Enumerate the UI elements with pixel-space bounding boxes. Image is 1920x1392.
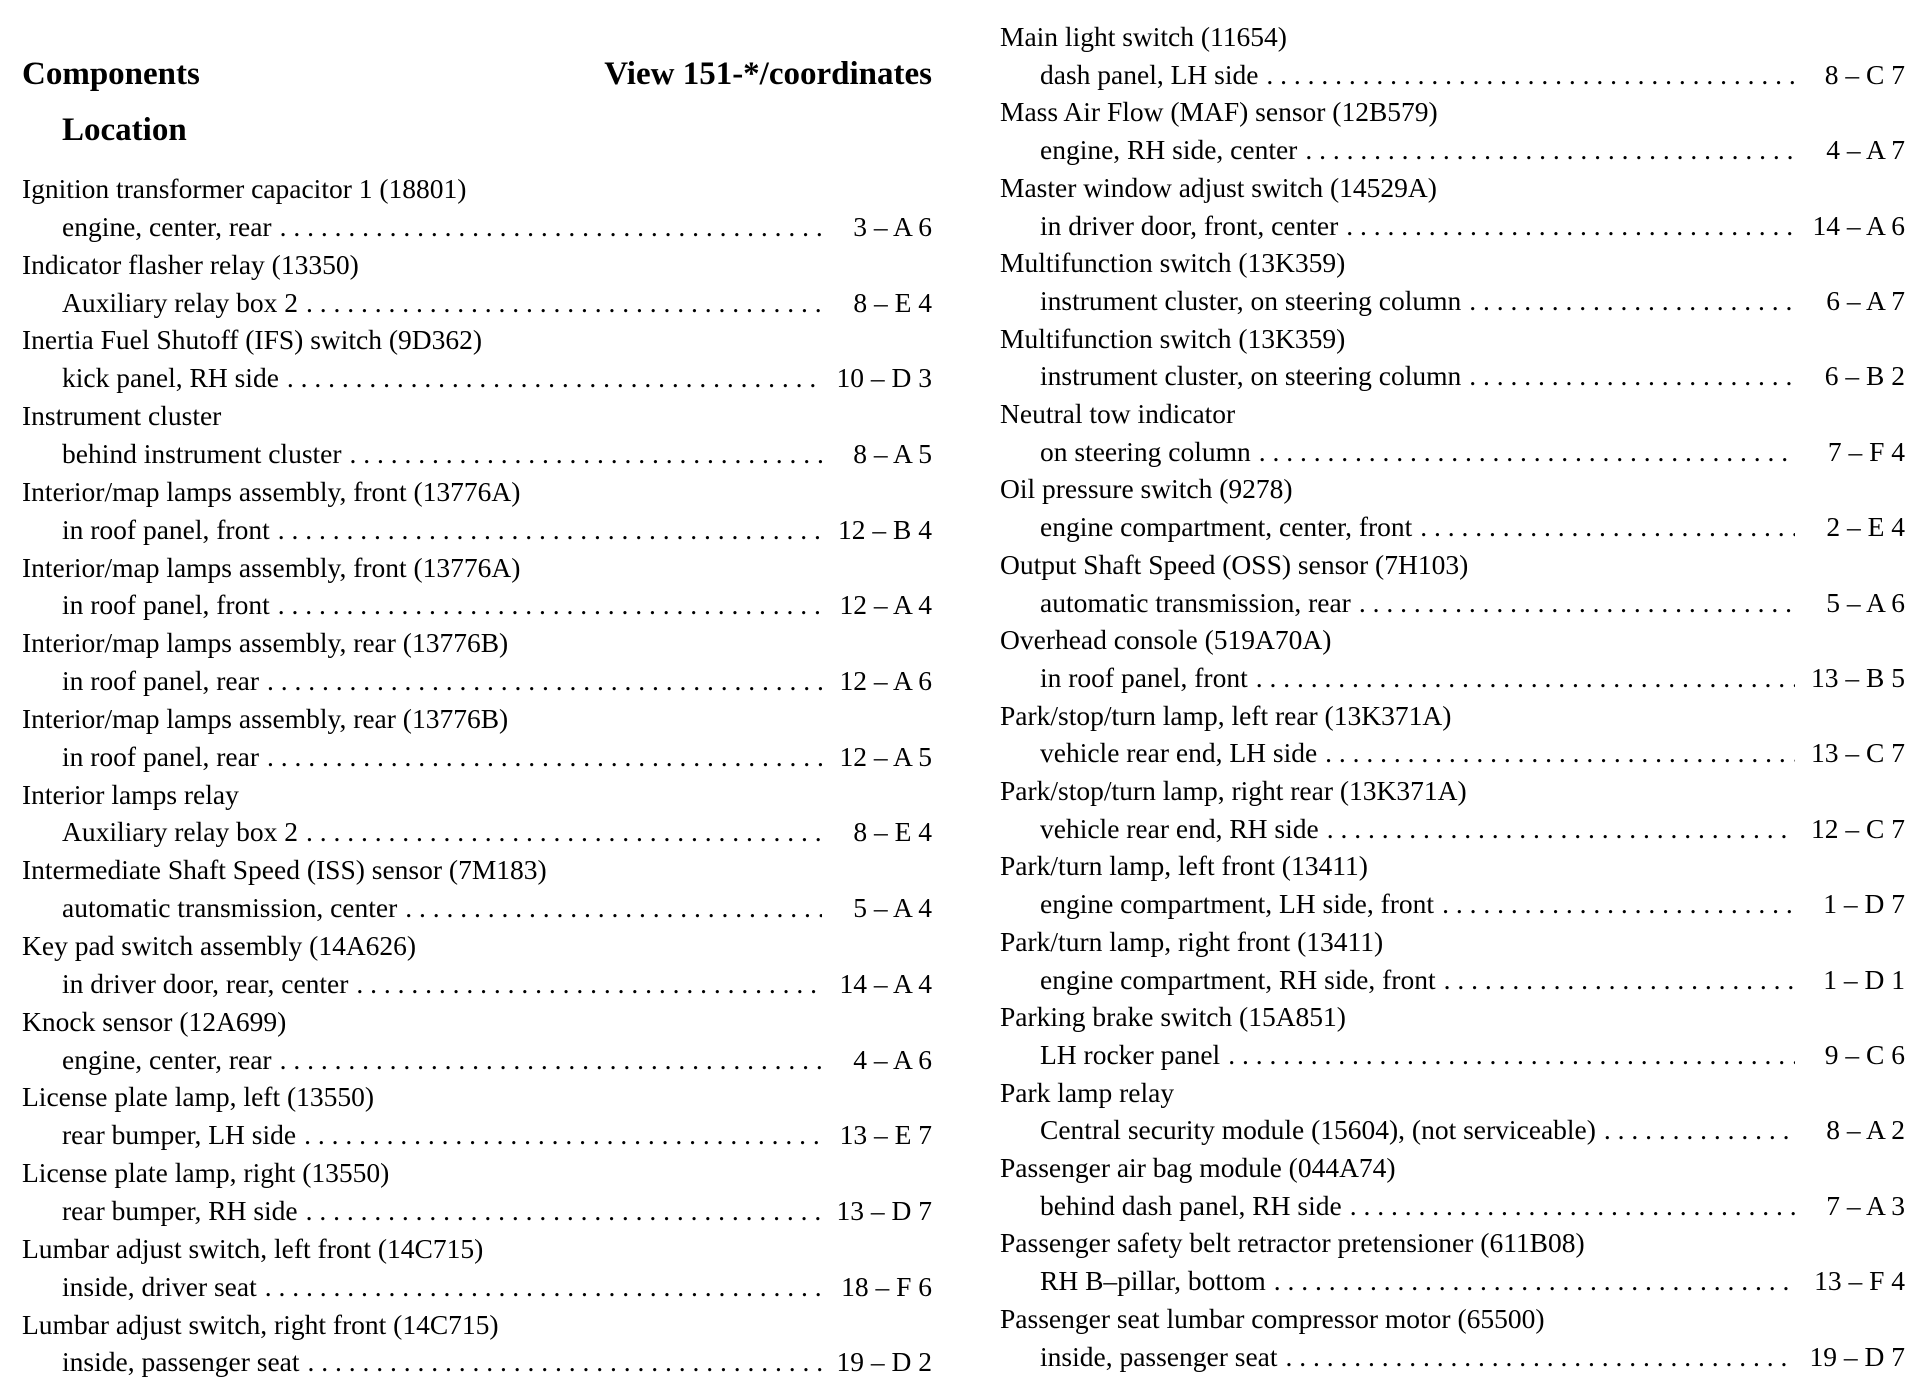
component-name: Intermediate Shaft Speed (ISS) sensor (7M183)	[22, 854, 547, 886]
component-name: Park/stop/turn lamp, right rear (13K371A)	[1000, 775, 1467, 806]
component-location-row	[1000, 1338, 1905, 1376]
location-heading: Location	[62, 112, 187, 148]
component-location-row	[22, 813, 932, 851]
component-location: behind dash panel, RH side	[1040, 1189, 1342, 1221]
view-coordinate: 4 – A 7	[1826, 134, 1905, 166]
component-location-row	[1000, 1187, 1905, 1225]
component-location-row	[1000, 207, 1905, 245]
component-location-row	[1000, 56, 1905, 94]
component-name: Multifunction switch (13K359)	[1000, 322, 1346, 354]
view-coordinate: 7 – A 3	[1826, 1189, 1905, 1221]
dot-leader	[272, 1041, 822, 1079]
dot-leader	[259, 738, 822, 776]
dot-leader	[1412, 508, 1795, 546]
component-name: License plate lamp, right (13550)	[22, 1157, 390, 1189]
component-name: Key pad switch assembly (14A626)	[22, 930, 417, 961]
component-location: engine compartment, center, front	[1040, 511, 1413, 543]
component-name: Overhead console (519A70A)	[1000, 624, 1332, 656]
component-location: on steering column	[1040, 435, 1251, 467]
dot-leader	[1278, 1338, 1796, 1376]
component-name: Lumbar adjust switch, left front (14C715)	[22, 1232, 484, 1264]
component-location-row	[1000, 357, 1905, 395]
component-name: Interior lamps relay	[22, 778, 239, 810]
component-name: Interior/map lamps assembly, front (13776A)	[22, 475, 521, 507]
component-location: in roof panel, front	[62, 513, 270, 545]
component-name: Park/stop/turn lamp, left rear (13K371A)	[1000, 699, 1452, 731]
component-location-row	[1000, 584, 1905, 622]
dot-leader	[298, 1192, 822, 1230]
component-location-row	[22, 511, 932, 549]
dot-leader	[1342, 1187, 1795, 1225]
component-location-row	[22, 1268, 932, 1306]
view-coordinate: 6 – B 2	[1824, 360, 1905, 392]
view-coordinate: 9 – C 6	[1824, 1038, 1905, 1070]
component-name: Lumbar adjust switch, right front (14C715)	[22, 1308, 499, 1340]
component-name: Multifunction switch (13K359)	[1000, 247, 1346, 279]
view-coordinate: 5 – A 6	[1826, 586, 1905, 618]
component-location-row	[22, 662, 932, 700]
component-location: in roof panel, rear	[62, 740, 259, 772]
view-coordinate: 8 – A 5	[853, 437, 932, 469]
component-location-row	[22, 1116, 932, 1154]
component-location-row	[1000, 659, 1905, 697]
component-name: Instrument cluster	[22, 400, 222, 432]
component-name: Output Shaft Speed (OSS) sensor (7H103)	[1000, 548, 1469, 580]
component-location: Auxiliary relay box 2	[62, 816, 298, 848]
component-location: vehicle rear end, LH side	[1040, 737, 1318, 769]
view-coordinate: 13 – B 5	[1811, 661, 1905, 693]
component-location-row	[1000, 1036, 1905, 1074]
dot-leader	[270, 511, 822, 549]
component-name: Master window adjust switch (14529A)	[1000, 171, 1437, 203]
dot-leader	[1351, 584, 1795, 622]
view-coordinate: 14 – A 6	[1812, 209, 1905, 241]
component-location: instrument cluster, on steering column	[1040, 284, 1462, 316]
dot-leader	[1251, 433, 1795, 471]
component-location: engine, RH side, center	[1040, 134, 1298, 166]
view-coordinate: 8 – E 4	[853, 286, 932, 318]
component-name: License plate lamp, left (13550)	[22, 1081, 375, 1113]
component-location-row	[1000, 961, 1905, 999]
dot-leader	[1596, 1111, 1795, 1149]
component-location-row	[1000, 885, 1905, 923]
component-location: Central security module (15604), (not serviceable)	[1040, 1114, 1596, 1146]
view-coordinate: 4 – A 6	[853, 1043, 932, 1075]
view-coordinate: 7 – F 4	[1827, 435, 1905, 467]
component-location: rear bumper, LH side	[62, 1119, 297, 1151]
component-name: Interior/map lamps assembly, rear (13776B)	[22, 702, 509, 734]
component-location-row	[1000, 433, 1905, 471]
component-name: Mass Air Flow (MAF) sensor (12B579)	[1000, 96, 1438, 128]
component-name: Parking brake switch (15A851)	[1000, 1001, 1346, 1033]
view-coordinate: 13 – E 7	[839, 1119, 932, 1151]
component-location-row	[22, 1343, 932, 1381]
component-location: kick panel, RH side	[62, 362, 279, 394]
dot-leader	[1220, 1036, 1795, 1074]
component-location: automatic transmission, center	[62, 892, 398, 924]
dot-leader	[397, 889, 822, 927]
component-name: Ignition transformer capacitor 1 (18801)	[22, 173, 467, 204]
view-coordinate: 8 – E 4	[853, 816, 932, 848]
dot-leader	[296, 1116, 822, 1154]
component-location: in roof panel, rear	[62, 665, 259, 697]
component-name: Inertia Fuel Shutoff (IFS) switch (9D362)	[22, 324, 483, 356]
component-location: instrument cluster, on steering column	[1040, 360, 1462, 392]
component-location: engine compartment, RH side, front	[1040, 963, 1436, 995]
components-heading: Components	[22, 56, 200, 92]
dot-leader	[259, 662, 822, 700]
dot-leader	[298, 284, 822, 322]
dot-leader	[300, 1343, 823, 1381]
component-name: Interior/map lamps assembly, front (13776A)	[22, 551, 521, 583]
component-location-row	[22, 889, 932, 927]
dot-leader	[1434, 885, 1795, 923]
view-coordinate: 10 – D 3	[836, 362, 932, 394]
view-coordinate: 6 – A 7	[1826, 284, 1905, 316]
dot-leader	[1461, 357, 1795, 395]
view-coordinate: 12 – A 4	[839, 589, 932, 621]
component-location-row	[22, 1192, 932, 1230]
view-coordinate: 14 – A 4	[839, 967, 932, 999]
component-name: Oil pressure switch (9278)	[1000, 473, 1293, 505]
component-name: Park/turn lamp, left front (13411)	[1000, 850, 1368, 882]
view-coordinate: 19 – D 7	[1809, 1340, 1905, 1372]
component-location: rear bumper, RH side	[62, 1194, 298, 1226]
component-location: in driver door, front, center	[1040, 209, 1339, 241]
component-location-row	[22, 284, 932, 322]
view-coordinate: 12 – C 7	[1811, 812, 1905, 844]
view-coordinate: 1 – D 1	[1823, 963, 1905, 995]
component-name: Knock sensor (12A699)	[22, 1005, 287, 1037]
component-name: Park lamp relay	[1000, 1076, 1175, 1108]
component-name: Passenger safety belt retractor pretensioner (611B08)	[1000, 1227, 1585, 1259]
component-location: LH rocker panel	[1040, 1038, 1221, 1070]
dot-leader	[298, 813, 822, 851]
component-location-row	[22, 738, 932, 776]
component-location: dash panel, LH side	[1040, 58, 1259, 90]
view-coordinate: 19 – D 2	[836, 1346, 932, 1378]
view-coordinate: 12 – A 5	[839, 740, 932, 772]
dot-leader	[270, 586, 822, 624]
view-coordinate: 12 – A 6	[839, 665, 932, 697]
view-coordinates-heading: View 151-*/coordinates	[604, 56, 932, 92]
component-location: Auxiliary relay box 2	[62, 286, 298, 318]
component-name: Interior/map lamps assembly, rear (13776B)	[22, 627, 509, 659]
dot-leader	[342, 435, 822, 473]
component-location: inside, driver seat	[62, 1270, 257, 1302]
component-location: engine, center, rear	[62, 1043, 272, 1075]
component-location: in roof panel, front	[62, 589, 270, 621]
component-location: in roof panel, front	[1040, 661, 1248, 693]
view-coordinate: 8 – A 2	[1826, 1114, 1905, 1146]
dot-leader	[1461, 282, 1795, 320]
dot-leader	[1248, 659, 1795, 697]
dot-leader	[1297, 131, 1795, 169]
view-coordinate: 13 – C 7	[1811, 737, 1905, 769]
component-location-row	[1000, 1262, 1905, 1300]
dot-leader	[272, 208, 822, 246]
component-location-row	[1000, 131, 1905, 169]
dot-leader	[279, 359, 822, 397]
view-coordinate: 1 – D 7	[1823, 888, 1905, 920]
component-location-row	[22, 965, 932, 1003]
component-name: Indicator flasher relay (13350)	[22, 248, 359, 280]
component-location-row	[22, 435, 932, 473]
component-location: inside, passenger seat	[1040, 1340, 1278, 1372]
component-name: Passenger seat lumbar compressor motor (65500)	[1000, 1302, 1545, 1334]
component-location: in driver door, rear, center	[62, 967, 349, 999]
component-location: engine, center, rear	[62, 210, 272, 242]
component-location: behind instrument cluster	[62, 437, 342, 469]
component-name: Passenger air bag module (044A74)	[1000, 1152, 1396, 1183]
component-location: vehicle rear end, RH side	[1040, 812, 1319, 844]
component-location-row	[22, 1041, 932, 1079]
component-location-row	[1000, 810, 1905, 848]
component-location-row	[1000, 508, 1905, 546]
dot-leader	[348, 965, 822, 1003]
component-location: inside, passenger seat	[62, 1346, 300, 1378]
dot-leader	[257, 1268, 822, 1306]
dot-leader	[1258, 56, 1795, 94]
component-location-row	[1000, 282, 1905, 320]
component-name: Park/turn lamp, right front (13411)	[1000, 925, 1384, 957]
component-location: automatic transmission, rear	[1040, 586, 1351, 618]
component-location-row	[22, 208, 932, 246]
component-location-row	[22, 359, 932, 397]
component-name: Main light switch (11654)	[1000, 21, 1287, 52]
dot-leader	[1266, 1262, 1795, 1300]
component-name: Neutral tow indicator	[1000, 398, 1236, 429]
view-coordinate: 12 – B 4	[838, 513, 932, 545]
component-location-row	[1000, 734, 1905, 772]
view-coordinate: 3 – A 6	[853, 210, 932, 242]
view-coordinate: 13 – D 7	[836, 1194, 932, 1226]
view-coordinate: 18 – F 6	[841, 1270, 932, 1302]
dot-leader	[1317, 734, 1795, 772]
dot-leader	[1436, 961, 1795, 999]
component-location-row	[22, 586, 932, 624]
component-location-row	[1000, 1111, 1905, 1149]
view-coordinate: 2 – E 4	[1826, 511, 1905, 543]
dot-leader	[1319, 810, 1795, 848]
component-location: engine compartment, LH side, front	[1040, 888, 1435, 920]
dot-leader	[1338, 207, 1795, 245]
view-coordinate: 8 – C 7	[1824, 58, 1905, 90]
component-location: RH B–pillar, bottom	[1040, 1265, 1266, 1297]
view-coordinate: 5 – A 4	[853, 892, 932, 924]
view-coordinate: 13 – F 4	[1814, 1265, 1905, 1297]
